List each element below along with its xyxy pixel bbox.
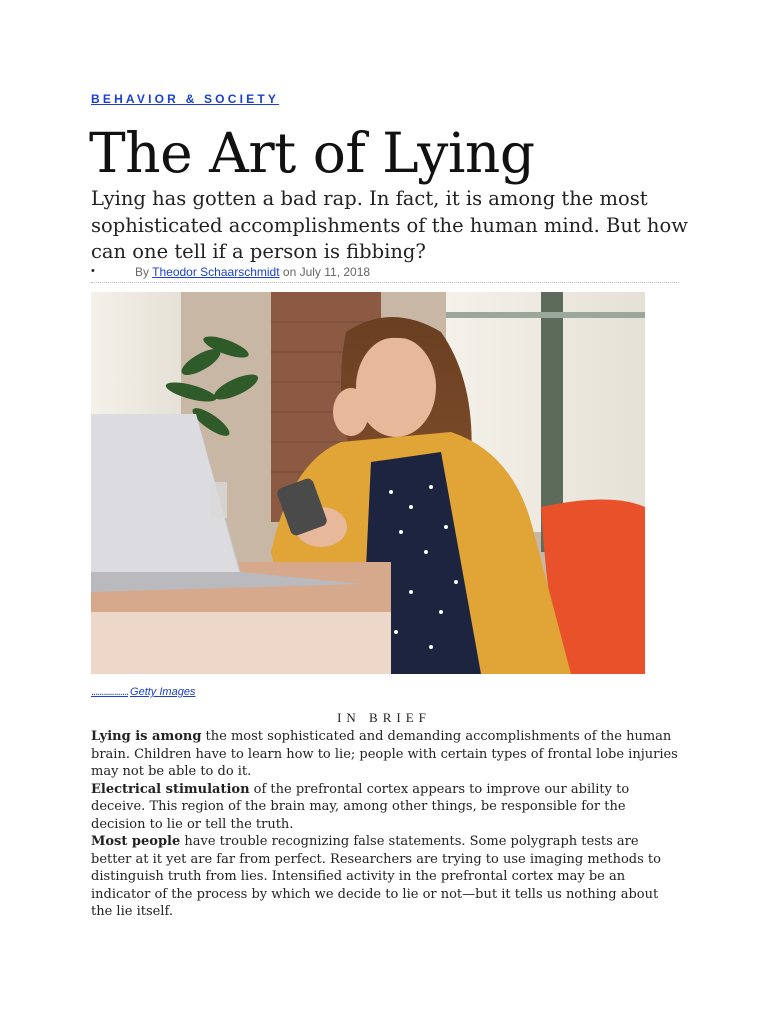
byline	[135, 265, 370, 279]
photo-credit	[91, 686, 195, 698]
article-title: The Art of Lying	[89, 121, 535, 185]
in-brief-heading: IN BRIEF	[337, 710, 431, 725]
category-link[interactable]: BEHAVIOR & SOCIETY	[91, 92, 280, 106]
article-photo	[91, 292, 645, 674]
byline-prefix: By	[135, 265, 150, 279]
brief-item	[91, 728, 681, 781]
brief-lead: Electrical stimulation	[91, 781, 250, 797]
author-link[interactable]: Theodor Schaarschmidt	[152, 265, 280, 279]
credit-link[interactable]: Getty Images	[130, 686, 196, 698]
in-brief-body	[91, 728, 681, 921]
credit-dots: ..................	[91, 686, 129, 698]
publish-date: on July 11, 2018	[282, 265, 371, 279]
byline-row	[91, 264, 679, 283]
brief-item	[91, 833, 681, 921]
brief-item	[91, 781, 681, 834]
brief-lead: Lying is among	[91, 729, 202, 744]
article-subtitle: Lying has gotten a bad rap. In fact, it is among the most sophisticated accomplishments of the human mind. But how can one tell if a person is fibbing?	[91, 187, 688, 263]
brief-lead: Most people	[91, 834, 181, 849]
brief-text: have trouble recognizing false statements. Some polygraph tests are better at it yet are far from perfect. Researchers are trying to use imaging methods to distinguish truth from lies. Intensified activity in the prefrontal cortex may be an indicator of the process by which we decide to lie or not—but it tells us nothing about the lie itself.	[91, 834, 661, 919]
brief-text: of the prefrontal cortex appears to improve our ability to deceive. This region of the brain may, among other things, be responsible for the decision to lie or tell the truth.	[91, 781, 630, 832]
bullet-icon: •	[91, 265, 95, 277]
brief-text: the most sophisticated and demanding accomplishments of the human brain. Children have to learn how to lie; people with certain types of frontal lobe injuries may not be able to do it.	[91, 729, 678, 779]
photo-illustration	[91, 292, 645, 674]
